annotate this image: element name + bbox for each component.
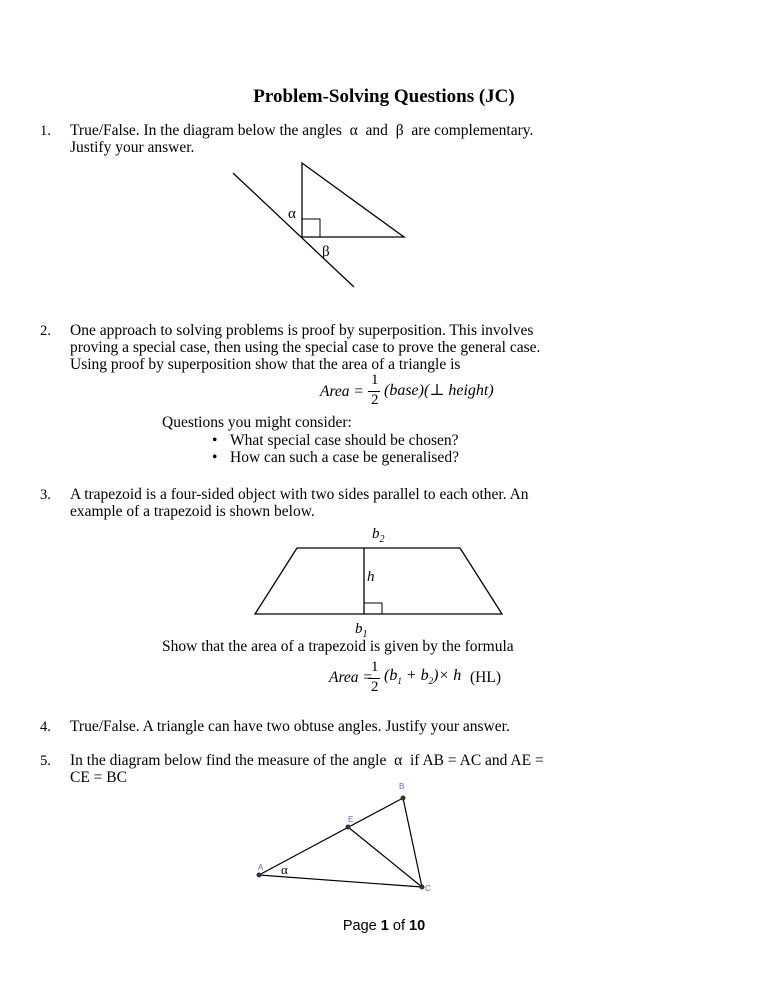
q3-formula-lhs: Area =	[329, 669, 373, 686]
q5-label-alpha: α	[281, 862, 288, 877]
q5-label-b: B	[399, 782, 405, 791]
q4-text: True/False. A triangle can have two obtuse angles. Justify your answer.	[70, 718, 510, 735]
q5-line2: CE = BC	[70, 769, 127, 786]
footer-current-page: 1	[380, 918, 389, 934]
q1-and: and	[365, 122, 388, 139]
page-footer	[0, 918, 768, 934]
q3-show: Show that the area of a trapezoid is given by the formula	[162, 638, 514, 655]
q1-label-beta: β	[322, 244, 330, 260]
footer-total-pages: 10	[409, 918, 426, 934]
q3-label-b1: $b_1$	[355, 621, 368, 640]
q5-point-e	[346, 825, 351, 830]
footer-page-word: Page	[342, 918, 377, 934]
q1-label-alpha: α	[288, 206, 296, 222]
q3-label-b2: $b_2$	[372, 526, 385, 545]
q5-point-a	[257, 873, 262, 878]
q2-consider: Questions you might consider:	[162, 414, 352, 431]
q1-text-b: are complementary.	[411, 122, 534, 139]
q2-bullet-2: • How can such a case be generalised?	[206, 449, 459, 466]
q1-text-c: Justify your answer.	[70, 139, 195, 156]
q3-frac-den: 2	[371, 679, 379, 695]
q2-line1: One approach to solving problems is proof by superposition. This involves	[70, 322, 534, 339]
q2-frac-den: 2	[371, 392, 379, 408]
q5-line1a: In the diagram below find the measure of the angle	[70, 752, 387, 769]
q5-alpha: α	[394, 752, 403, 769]
q1-number: 1.	[40, 123, 51, 139]
q3-number: 3.	[40, 487, 51, 503]
q5-number: 5.	[40, 753, 51, 769]
q5-point-b	[401, 796, 406, 801]
q1-alpha: α	[349, 122, 358, 139]
q3-label-h: h	[367, 569, 375, 585]
q5-label-c: C	[425, 884, 431, 893]
q1-beta: β	[395, 122, 404, 139]
q3-line1: A trapezoid is a four-sided object with two sides parallel to each other. An	[70, 486, 529, 503]
q3-formula-rhs: $(b_1 + b_2)\times h$	[384, 667, 462, 687]
q5-line1b: if AB = AC and AE =	[409, 752, 544, 769]
footer-of-word: of	[392, 918, 405, 934]
q2-line3: Using proof by superposition show that the area of a triangle is	[70, 356, 461, 373]
q3-frac-num: 1	[371, 659, 379, 675]
q1-text-a: True/False. In the diagram below the angles	[70, 122, 342, 139]
q5-label-a: A	[258, 863, 264, 872]
q5-label-e: E	[348, 815, 354, 824]
q4-number: 4.	[40, 719, 51, 735]
q2-formula-lhs: Area =	[320, 383, 364, 400]
q2-frac-num: 1	[371, 372, 379, 388]
q2-line2: proving a special case, then using the special case to prove the general case.	[70, 339, 541, 356]
q3-hl: (HL)	[470, 669, 501, 686]
q3-line2: example of a trapezoid is shown below.	[70, 503, 315, 520]
q5-point-c	[420, 885, 425, 890]
page-title: Problem-Solving Questions (JC)	[253, 86, 515, 107]
q2-number: 2.	[40, 323, 51, 339]
q2-bullet-1: • What special case should be chosen?	[206, 432, 459, 449]
q2-formula-rhs: (base)(⊥ height)	[384, 382, 494, 399]
